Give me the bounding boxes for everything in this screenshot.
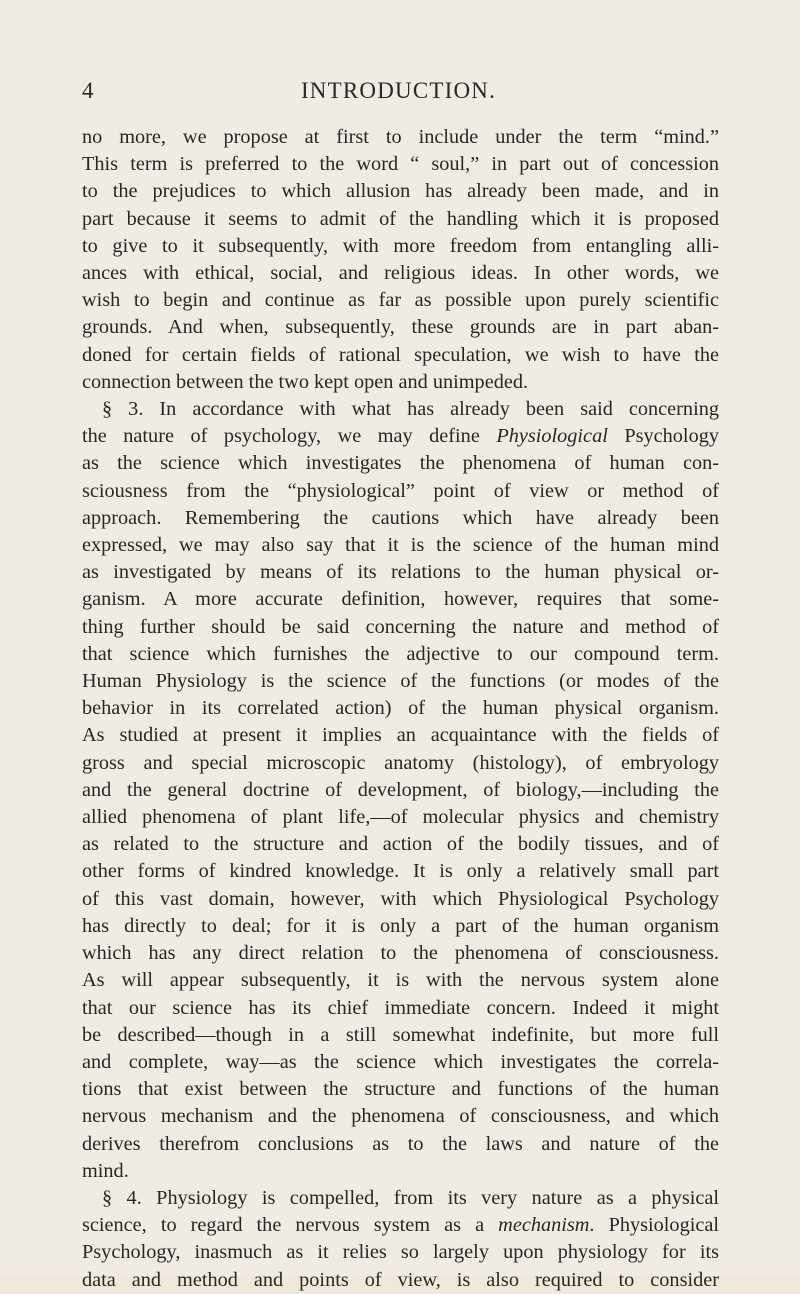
text-line: ances with ethical, social, and religious ideas. In other words, we <box>82 262 719 285</box>
text-line: part because it seems to admit of the handling which it is proposed <box>82 207 719 230</box>
text-line: and the general doctrine of development, of biology,—including the <box>82 778 719 801</box>
page-number: 4 <box>82 78 95 103</box>
text-line: § 4. Physiology is compelled, from its very nature as a physical <box>102 1186 719 1209</box>
text-line: thing further should be said concerning the nature and method of <box>82 615 719 638</box>
text-line: has directly to deal; for it is only a part of the human organism <box>82 914 719 937</box>
text-line: approach. Remembering the cautions which have already been <box>82 506 719 529</box>
text-line: mind. <box>82 1159 129 1182</box>
italic-term: Physiological <box>496 425 608 448</box>
text-line: allied phenomena of plant life,—of molecular physics and chemistry <box>82 806 719 829</box>
text-line: derives therefrom conclusions as to the laws and nature of the <box>82 1132 719 1155</box>
paragraph <box>82 396 719 1185</box>
text-line: As will appear subsequently, it is with the nervous system alone <box>82 969 719 992</box>
running-head <box>82 78 715 108</box>
text-line: § 3. In accordance with what has already been said concerning <box>102 398 719 421</box>
text-line: expressed, we may also say that it is the science of the human mind <box>82 534 719 557</box>
text-line: grounds. And when, subsequently, these grounds are in part aban- <box>82 316 719 339</box>
paragraph <box>82 1185 719 1294</box>
chapter-title: INTRODUCTION. <box>300 78 497 103</box>
text-line: sciousness from the “physiological” point of view or method of <box>82 479 719 502</box>
text-line: doned for certain fields of rational speculation, we wish to have the <box>82 343 719 366</box>
text-line: as investigated by means of its relations to the human physical or- <box>82 561 719 584</box>
text-line: that science which furnishes the adjective to our compound term. <box>82 642 719 665</box>
text-line: to the prejudices to which allusion has already been made, and in <box>82 180 719 203</box>
text-line: This term is preferred to the word “ soul,” in part out of concession <box>82 153 719 176</box>
text-line: tions that exist between the structure and functions of the human <box>82 1078 719 1101</box>
text-line: gross and special microscopic anatomy (histology), of embryology <box>82 751 719 774</box>
text-line: as the science which investigates the phenomena of human con- <box>82 452 719 475</box>
text-line: connection between the two kept open and unimpeded. <box>82 370 529 393</box>
text-line: of this vast domain, however, with which Physiological Psychology <box>82 887 719 910</box>
italic-term: mechanism <box>498 1214 590 1237</box>
text-line: be described—though in a still somewhat indefinite, but more full <box>82 1023 719 1046</box>
text-line: other forms of kindred knowledge. It is only a relatively small part <box>82 860 719 883</box>
text-line: and complete, way—as the science which investigates the correla- <box>82 1050 719 1073</box>
text-line: Human Physiology is the science of the functions (or modes of the <box>82 670 719 693</box>
paragraph <box>82 124 719 396</box>
text-line: As studied at present it implies an acquaintance with the fields of <box>82 724 719 747</box>
text-line: nervous mechanism and the phenomena of consciousness, and which <box>82 1105 719 1128</box>
text-line: as related to the structure and action of the bodily tissues, and of <box>82 833 719 856</box>
text-line: the nature of psychology, we may define Physiological Psychology <box>82 425 719 448</box>
body-text <box>82 124 719 1294</box>
text-line: behavior in its correlated action) of the human physical organism. <box>82 697 719 720</box>
text-line: data and method and points of view, is also required to consider <box>82 1268 719 1291</box>
text-line: science, to regard the nervous system as a mechanism. Physiological <box>82 1214 719 1237</box>
text-line: no more, we propose at first to include under the term “mind.” <box>82 126 719 148</box>
text-line: wish to begin and continue as far as possible upon purely scientific <box>82 289 719 312</box>
text-line: to give to it subsequently, with more freedom from entangling alli- <box>82 234 719 257</box>
text-line: Psychology, inasmuch as it relies so largely upon physiology for its <box>82 1241 719 1264</box>
text-line: which has any direct relation to the phenomena of consciousness. <box>82 942 719 965</box>
text-line: ganism. A more accurate definition, however, requires that some- <box>82 588 719 611</box>
text-line: that our science has its chief immediate concern. Indeed it might <box>82 996 719 1019</box>
